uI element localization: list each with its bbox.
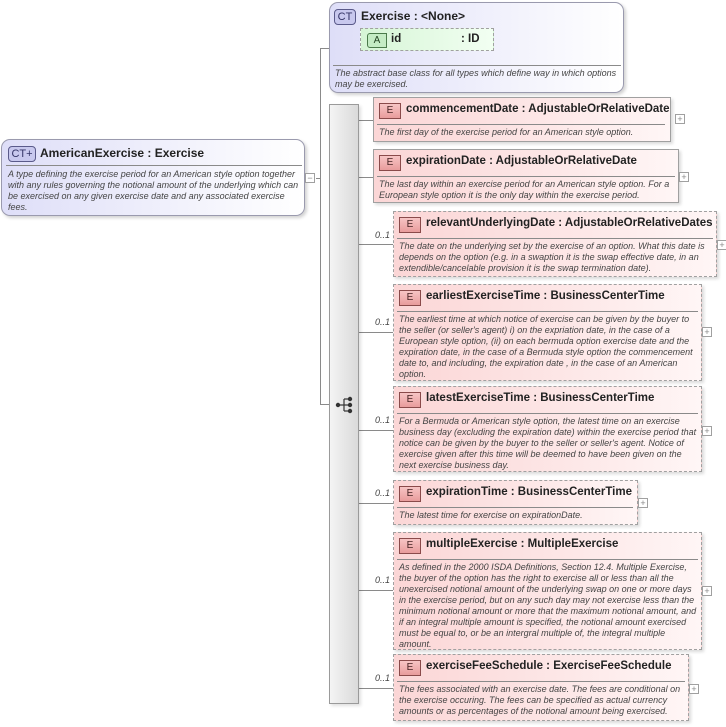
element-badge: E	[399, 392, 421, 408]
element-earliestExerciseTime[interactable]	[393, 284, 702, 381]
element-title: earliestExerciseTime : BusinessCenterTime	[426, 290, 665, 302]
attribute-name: id	[391, 33, 402, 45]
element-title: multipleExercise : MultipleExercise	[426, 538, 619, 550]
element-badge: E	[379, 103, 401, 119]
base-type-description: The abstract base class for all types which define way in which options may be exercised.	[335, 68, 617, 89]
element-description: The fees associated with an exercise date. The fees are conditional on the exercise occuring. The fees can be specified as actual currency amounts or as percentages of the notional amount being exercised.	[399, 684, 681, 716]
cardinality: 0..1	[375, 488, 391, 498]
connector-el-2	[358, 244, 394, 245]
element-title: relevantUnderlyingDate : AdjustableOrRelativeDates	[426, 217, 713, 229]
connector-trunk-v	[320, 48, 321, 405]
divider	[397, 559, 698, 560]
expand-button[interactable]: +	[717, 240, 726, 250]
divider	[397, 238, 713, 239]
element-expirationDate[interactable]	[373, 149, 679, 203]
expand-button[interactable]: +	[702, 426, 712, 436]
cardinality: 0..1	[375, 317, 391, 327]
element-badge: E	[399, 290, 421, 306]
divider	[333, 65, 621, 66]
element-description: The earliest time at which notice of exercise can be given by the buyer to the seller (or seller's agent) i) on the expriation date, in the case of a European style option, (ii) on each bermuda option exercise date and the expiration date, in the case of a Bermuda style option the commencement date to, and including, the expiration date , in the case of an American option.	[399, 314, 693, 379]
element-description: The date on the underlying set by the exercise of an option. What this date is depends on the option (e.g. in a swaption it is the swap effective date, in an extendible/cancelable provision it is the swap termination date).	[399, 241, 705, 273]
connector-el-0	[358, 120, 374, 121]
cardinality: 0..1	[375, 575, 391, 585]
divider	[397, 681, 685, 682]
element-badge: E	[379, 155, 401, 171]
element-multipleExercise[interactable]	[393, 532, 702, 650]
divider	[377, 124, 665, 125]
element-title: expirationTime : BusinessCenterTime	[426, 486, 633, 498]
element-commencementDate[interactable]	[373, 97, 671, 142]
base-complex-type[interactable]	[329, 2, 624, 93]
element-description: As defined in the 2000 ISDA Definitions, Section 12.4. Multiple Exercise, the buyer of the option has the right to exercise all or less than all the unexercised notional amount of the underlying swap on one or more days in the exercise period, but on any such day may not exercise less than the minimum notional amount or more that the maximum notional amount, and if an integral multiple amount is specified, the notional amount exercised must be equal to, or be an intergral multiple of, the integral multiple amount.	[399, 562, 697, 649]
expand-button[interactable]: +	[689, 684, 699, 694]
element-title: exerciseFeeSchedule : ExerciseFeeSchedule	[426, 660, 672, 672]
element-title: expirationDate : AdjustableOrRelativeDate	[406, 155, 637, 167]
root-complex-type[interactable]	[1, 139, 305, 216]
connector-el-5	[358, 503, 394, 504]
element-latestExerciseTime[interactable]	[393, 386, 702, 472]
connector-el-4	[358, 430, 394, 431]
expand-button[interactable]: +	[679, 172, 689, 182]
element-description: For a Bermuda or American style option, the latest time on an exercise business day (excluding the expiration date) within the exercise period that notice can be given by the buyer to the seller or seller's agent. Notice of exercise given after this time will be deemed to have been given on the next exercise business day.	[399, 416, 697, 470]
root-type-description: A type defining the exercise period for an American style option together with any rules governing the notional amount of the underlying which can be exercised on any given exercise date and any associated exercise fees.	[8, 169, 299, 212]
element-description: The latest time for exercise on expirationDate.	[399, 510, 583, 520]
complex-type-badge: CT	[334, 9, 356, 25]
expand-button[interactable]: +	[675, 114, 685, 124]
divider	[397, 413, 698, 414]
complex-type-extension-badge: CT+	[8, 146, 36, 162]
element-exerciseFeeSchedule[interactable]	[393, 654, 689, 721]
element-badge: E	[399, 538, 421, 554]
connector-el-1	[358, 177, 374, 178]
connector-el-6	[358, 590, 394, 591]
element-badge: E	[399, 660, 421, 676]
cardinality: 0..1	[375, 230, 391, 240]
divider	[397, 311, 698, 312]
element-badge: E	[399, 217, 421, 233]
attribute-type: : ID	[461, 33, 480, 45]
element-description: The last day within an exercise period for an American style option. For a European style option it is the only day within the exercise period.	[379, 179, 670, 200]
connector-el-3	[358, 332, 394, 333]
expand-button[interactable]: +	[702, 327, 712, 337]
element-relevantUnderlyingDate[interactable]	[393, 211, 717, 277]
base-type-title: Exercise : <None>	[361, 9, 466, 23]
element-title: latestExerciseTime : BusinessCenterTime	[426, 392, 655, 404]
expand-button[interactable]: +	[702, 586, 712, 596]
element-title: commencementDate : AdjustableOrRelativeDate	[406, 103, 670, 115]
expand-button[interactable]: +	[638, 498, 648, 508]
attribute-badge: A	[367, 33, 387, 48]
connector-el-7	[358, 688, 394, 689]
divider	[6, 165, 302, 166]
divider	[397, 507, 633, 508]
cardinality: 0..1	[375, 415, 391, 425]
divider	[377, 176, 675, 177]
collapse-button[interactable]: −	[305, 173, 315, 183]
element-description: The first day of the exercise period for an American style option.	[379, 127, 634, 137]
cardinality: 0..1	[375, 673, 391, 683]
element-expirationTime[interactable]	[393, 480, 638, 525]
attribute-id[interactable]	[360, 28, 494, 51]
sequence-icon	[335, 395, 355, 415]
root-type-title: AmericanExercise : Exercise	[40, 146, 205, 160]
element-badge: E	[399, 486, 421, 502]
